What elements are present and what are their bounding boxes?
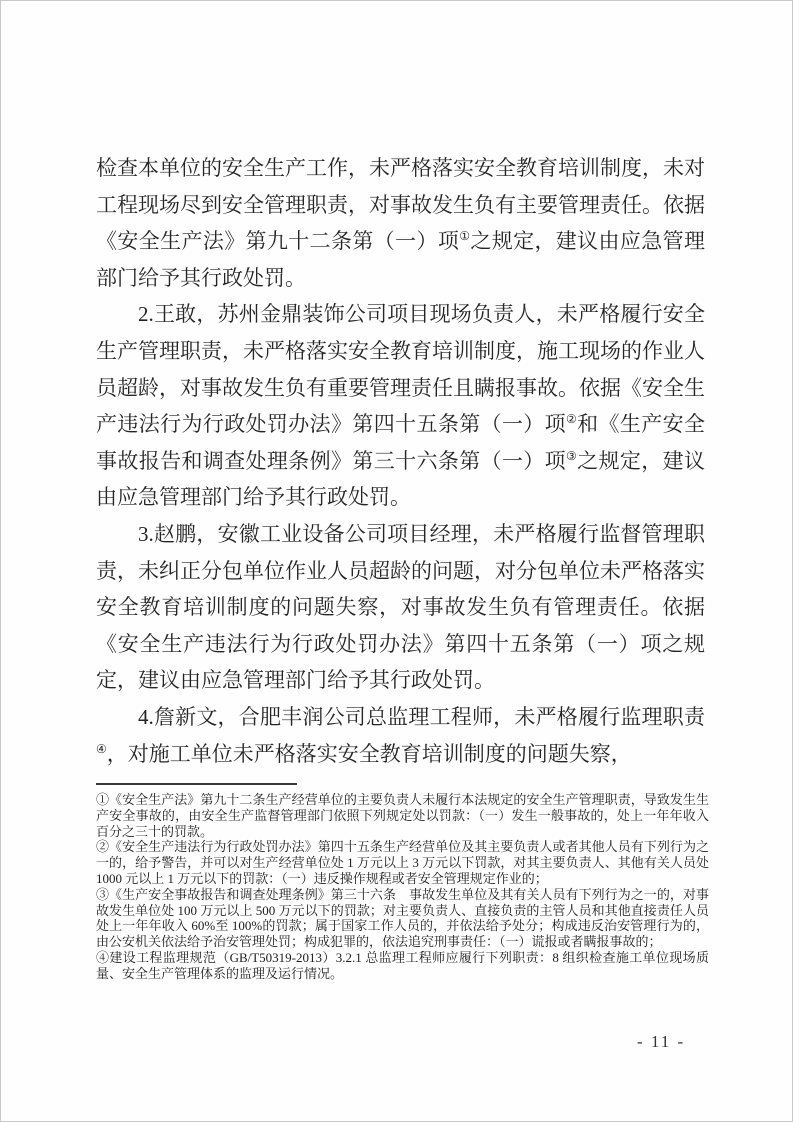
paragraph: 2.王敢，苏州金鼎装饰公司项目现场负责人，未严格履行安全生产管理职责，未严格落实安全教育培训制度，施工现场的作业人员超龄，对事故发生负有重要管理责任且瞒报事故。依据《安全生产违法行为行政处罚办法》第四十五条第（一）项②和《生产安全事故报告和调查处理条例》第三十六条第（一）项③之规定，建议由应急管理部门给予其行政处罚。 — [96, 302, 705, 510]
footnote-item: ①《安全生产法》第九十二条生产经营单位的主要负责人未履行本法规定的安全生产管理职责，导致发生生产安全事故的，由安全生产监督管理部门依照下列规定处以罚款：（一）发生一般事故的，处上一年年收入百分之三十的罚款。 — [96, 792, 709, 839]
footnote-ref: ① — [459, 229, 471, 244]
footnote-ref: ② — [566, 412, 578, 427]
footnote-ref: ③ — [566, 448, 578, 463]
paragraph: 3.赵鹏，安徽工业设备公司项目经理，未严格履行监督管理职责，未纠正分包单位作业人员超龄的问题，对分包单位未严格落实安全教育培训制度的问题失察，对事故发生负有管理责任。依据《安全生产违法行为行政处罚办法》第四十五条第（一）项之规定，建议由应急管理部门给予其行政处罚。 — [96, 521, 705, 693]
footnote-separator — [96, 783, 297, 785]
footnote-item: ③《生产安全事故报告和调查处理条例》第三十六条 事故发生单位及其有关人员有下列行为之一的，对事故发生单位处 100 万元以上 500 万元以下的罚款；对主要负责人、直接负责的主管人员和其他直接责任人员处上一年年收入 60%至 100%的罚款；属于国家工作人员的，并依法给予处分；构成违反治安管理行为的，由公安机关依法给予治安管理处罚；构成犯罪的，依法追究刑事责任：（一）谎报或者瞒报事故的； — [96, 886, 709, 950]
footnote-item: ②《安全生产违法行为行政处罚办法》第四十五条生产经营单位及其主要负责人或者其他人员有下列行为之一的，给予警告，并可以对生产经营单位处 1 万元以上 3 万元以下罚款，对其主要负责人、其他有关人员处 1000 元以上 1 万元以下的罚款：（一）违反操作规程或者安全管理规定作业的； — [96, 839, 709, 886]
footnotes — [96, 792, 709, 982]
paragraph: 4.詹新文，合肥丰润公司总监理工程师，未严格履行监理职责④，对施工单位未严格落实安全教育培训制度的问题失察， — [96, 704, 705, 766]
footnote-ref: ④ — [96, 741, 107, 756]
body-text — [96, 150, 705, 772]
footnote-item: ④建设工程监理规范（GB/T50319-2013）3.2.1 总监理工程师应履行下列职责：8 组织检查施工单位现场质量、安全生产管理体系的监理及运行情况。 — [96, 949, 709, 981]
page-number: - 11 - — [637, 1032, 686, 1051]
paragraph: 检查本单位的安全生产工作，未严格落实安全教育培训制度，未对工程现场尽到安全管理职责，对事故发生负有主要管理责任。依据《安全生产法》第九十二条第（一）项①之规定，建议由应急管理部门给予其行政处罚。 — [96, 156, 705, 290]
